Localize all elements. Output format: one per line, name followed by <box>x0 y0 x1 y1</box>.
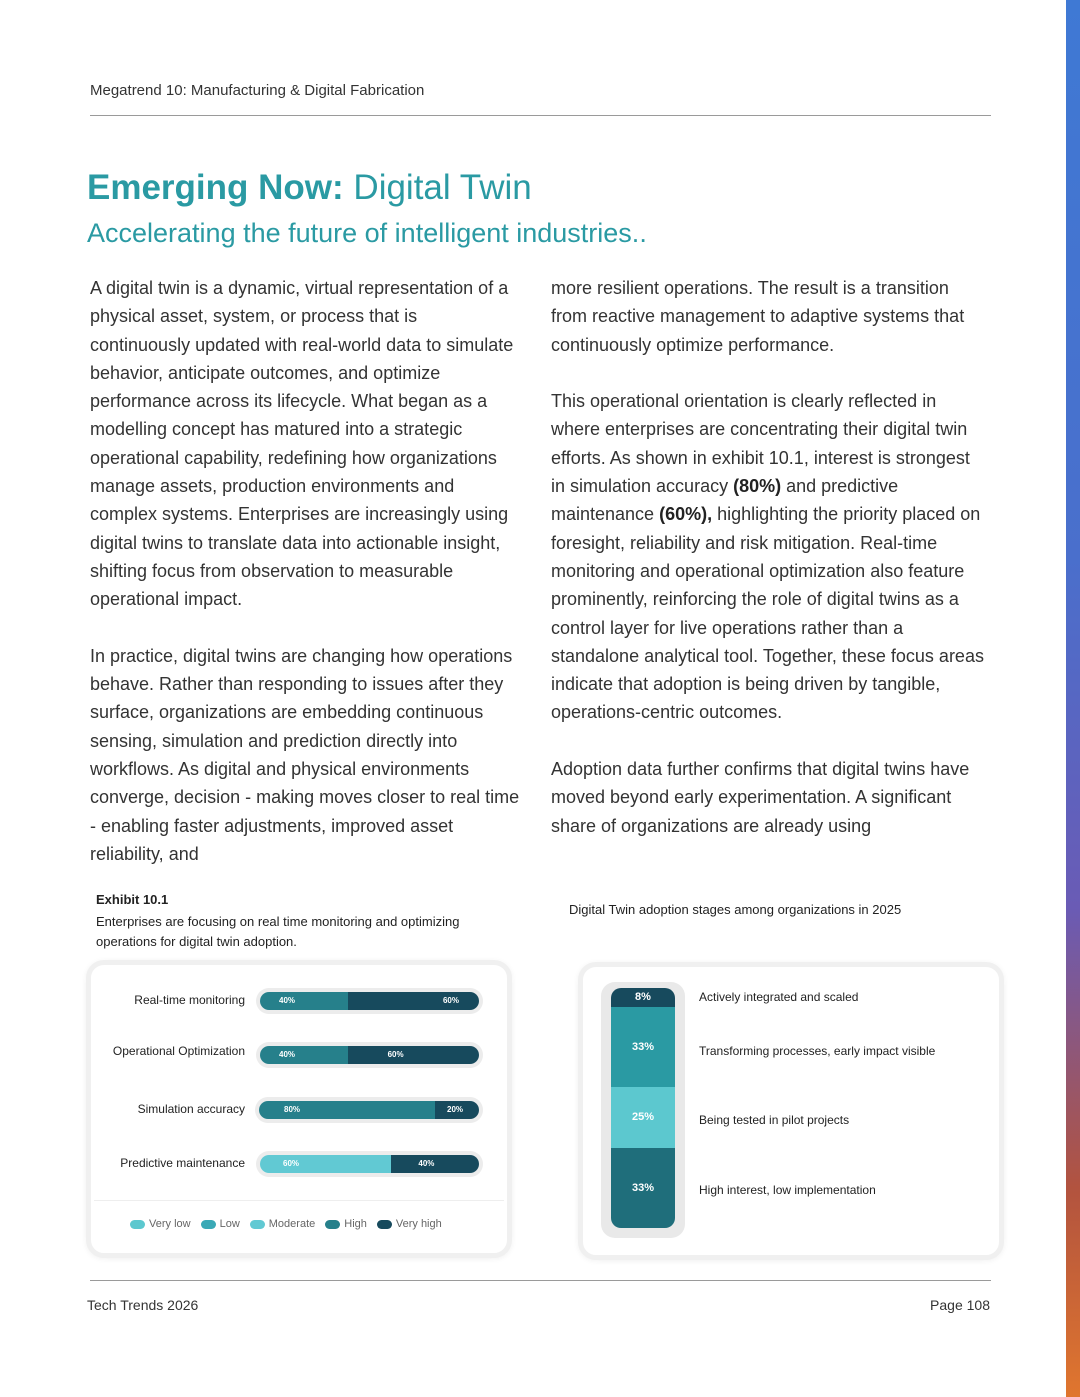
bar-category-label: Predictive maintenance <box>120 1156 245 1170</box>
body-column-right <box>551 274 986 868</box>
exhibit-title: Enterprises are focusing on real time monitoring and optimizing operations for digital twin adoption. <box>96 914 460 949</box>
bar-value-label: 60% <box>387 1050 404 1059</box>
bar-track-simulation-accuracy <box>259 1101 479 1119</box>
footer-publication: Tech Trends 2026 <box>87 1297 199 1313</box>
paragraph: In practice, digital twins are changing how operations behave. Rather than responding to issues after they surface, organizations are embedding continuous sensing, simulation and prediction directly into workflows. As digital and physical environments converge, decision - making moves closer to real time - enabling faster adjustments, improved asset reliability, and <box>90 645 520 864</box>
legend-swatch <box>130 1220 145 1229</box>
stack-segment-pilot: 25% <box>611 1087 675 1148</box>
paragraph: This operational orientation is clearly reflected in where enterprises are concentrating their digital twin efforts. As shown in exhibit 10.1, interest is strongest in simulation accuracy (80%) and predictive maintenance (60%), highlighting the priority placed on foresight, reliability and risk mitigation. Real-time monitoring and operational optimization also feature prominently, reinforcing the role of digital twins as a control layer for live operations rather than a standalone analytical tool. Together, these focus areas indicate that adoption is being driven by tangible, operations-centric outcomes. <box>551 391 984 723</box>
bar-value-label: 20% <box>447 1105 464 1114</box>
legend-item: Very high <box>377 1218 442 1230</box>
stack-segment-interest: 33% <box>611 1148 675 1228</box>
legend-item: Moderate <box>250 1218 315 1230</box>
bar-segment <box>391 1155 479 1173</box>
bar-track-real-time-monitoring <box>260 992 479 1010</box>
bar-segment <box>259 1101 435 1119</box>
legend-item: Very low <box>130 1218 191 1230</box>
bar-segment <box>435 1101 479 1119</box>
stage-description: High interest, low implementation <box>699 1183 876 1197</box>
bar-segment <box>348 1046 479 1064</box>
paragraph: Adoption data further confirms that digital twins have moved beyond early experimentation. A significant share of organizations are already using <box>551 759 970 836</box>
paragraph: more resilient operations. The result is a transition from reactive management to adaptive systems that continuously optimize performance. <box>551 278 965 355</box>
stack-segment-transforming: 33% <box>611 1007 675 1087</box>
stage-description: Being tested in pilot projects <box>699 1113 850 1127</box>
page-number: Page 108 <box>930 1297 990 1313</box>
bar-segment <box>260 992 348 1010</box>
bar-value-label: 40% <box>279 996 296 1005</box>
page-title <box>87 168 532 208</box>
bar-category-label: Real-time monitoring <box>134 993 245 1007</box>
bar-value-label: 40% <box>418 1159 435 1168</box>
legend-swatch <box>377 1220 392 1229</box>
bar-track-operational-optimization <box>260 1046 479 1064</box>
exhibit-label: Exhibit 10.1 <box>96 892 169 907</box>
bar-segment <box>260 1046 348 1064</box>
legend-swatch <box>325 1220 340 1229</box>
bar-segment <box>348 992 479 1010</box>
page-title-strong: Emerging Now: <box>87 168 344 207</box>
stack-segment-scaled: 8% <box>611 988 675 1007</box>
page-title-rest: Digital Twin <box>343 168 532 207</box>
bar-segment <box>260 1155 391 1173</box>
chart-legend <box>130 1218 442 1230</box>
bar-value-label: 40% <box>279 1050 296 1059</box>
bar-track-predictive-maintenance <box>260 1155 479 1173</box>
page-subtitle: Accelerating the future of intelligent industries.. <box>87 218 647 248</box>
bar-value-label: 60% <box>283 1159 300 1168</box>
legend-swatch <box>250 1220 265 1229</box>
stacked-column <box>611 988 675 1228</box>
stage-description: Transforming processes, early impact visible <box>699 1044 936 1058</box>
running-header: Megatrend 10: Manufacturing & Digital Fabrication <box>90 82 425 99</box>
bar-value-label: 80% <box>284 1105 301 1114</box>
bar-category-label: Operational Optimization <box>112 1044 245 1058</box>
legend-swatch <box>201 1220 216 1229</box>
legend-item: High <box>325 1218 367 1230</box>
legend-item: Low <box>201 1218 240 1230</box>
header-divider <box>90 115 991 116</box>
bar-category-label: Simulation accuracy <box>137 1102 245 1116</box>
adoption-chart-title: Digital Twin adoption stages among organizations in 2025 <box>569 902 902 917</box>
bar-value-label: 60% <box>442 996 459 1005</box>
footer-divider <box>90 1280 991 1281</box>
body-column-left <box>90 274 520 897</box>
stage-description: Actively integrated and scaled <box>699 990 859 1004</box>
page-edge-gradient <box>1066 0 1080 1397</box>
legend-divider <box>94 1200 504 1201</box>
paragraph: A digital twin is a dynamic, virtual representation of a physical asset, system, or process that is continuously updated with real-world data to simulate behavior, anticipate outcomes, and optimize performance across its lifecycle. What began as a modelling concept has matured into a strategic operational capability, redefining how organizations manage assets, production environments and complex systems. Enterprises are increasingly using digital twins to translate data into actionable insight, shifting focus from observation to measurable operational impact. <box>90 278 514 610</box>
